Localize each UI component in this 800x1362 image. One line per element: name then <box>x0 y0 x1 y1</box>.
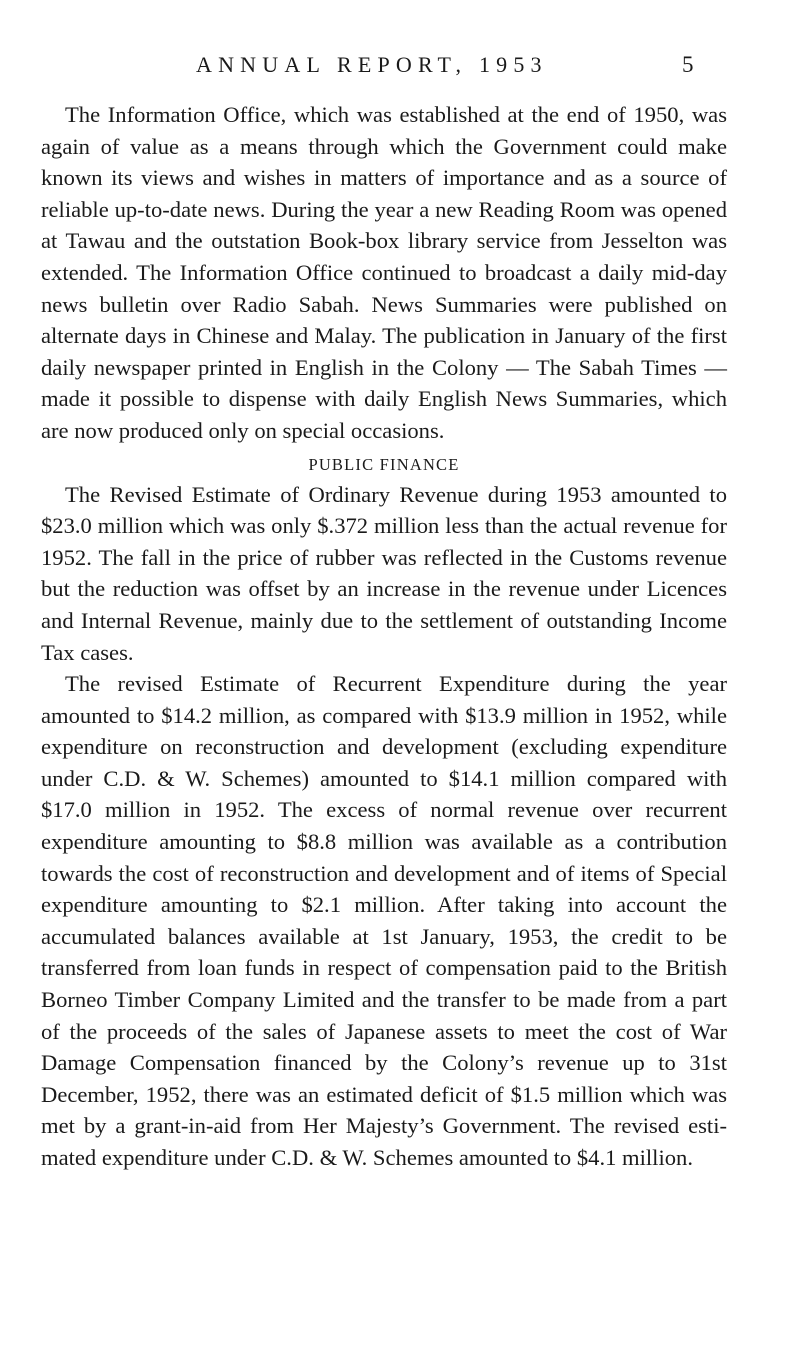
paragraph-revenue: The Revised Estimate of Ordinary Revenue during 1953 amounted to $23.0 million which was only $.372 million less than the actual revenue for 1952. The fall in the price of rubber was reflected in the Customs revenue but the reduction was offset by an increase in the revenue under Licences and Internal Revenue, mainly due to the settlement of outstanding Income Tax cases. <box>41 481 727 665</box>
paragraph-expenditure: The revised Estimate of Recurrent Expenditure during the year amounted to $14.2 million, as compared with $13.9 million in 1952, while expenditure on reconstruction and development (excluding expenditure under C.D. & W. Schemes) amounted to $14.1 million compared with $17.0 million in 1952. The excess of normal revenue over recurrent expenditure amounting to $8.8 million was available as a contribution towards the cost of reconstruction and development and of items of Special expenditure amounting to $2.1 million. After taking into account the accumulated balances available at 1st January, 1953, the credit to be transferred from loan funds in respect of compensation paid to the British Borneo Timber Company Limited and the transfer to be made from a part of the proceeds of the sales of Japanese assets to meet the cost of War Damage Compensation financed by the Colony’s revenue up to 31st December, 1952, there was an estimated deficit of $1.5 million which was met by a grant-in-aid from Her Majesty’s Government. The revised estimated expenditure under C.D. & W. Schemes amounted to $4.1 million. <box>41 671 727 1170</box>
paragraph-information-office: The Information Office, which was established at the end of 1950, was again of value as a means through which the Government could make known its views and wishes in matters of importance and as a source of reliable up-to-date news. During the year a new Reading Room was opened at Tawau and the outstation Book-box library service from Jesselton was extended. The Information Office continued to broadcast a daily mid-day news bulletin over Radio Sabah. News Summaries were published on alternate days in Chinese and Malay. The publication in January of the first daily newspaper printed in English in the Colony — The Sabah Times — made it possible to dispense with daily English News Summaries, which are now produced only on special occasions. <box>41 102 727 443</box>
body-text <box>41 99 727 1174</box>
running-head <box>0 52 800 86</box>
section-heading-public-finance: PUBLIC FINANCE <box>308 454 460 474</box>
page-number: 5 <box>682 52 694 77</box>
running-title: ANNUAL REPORT, 1953 <box>196 52 548 77</box>
